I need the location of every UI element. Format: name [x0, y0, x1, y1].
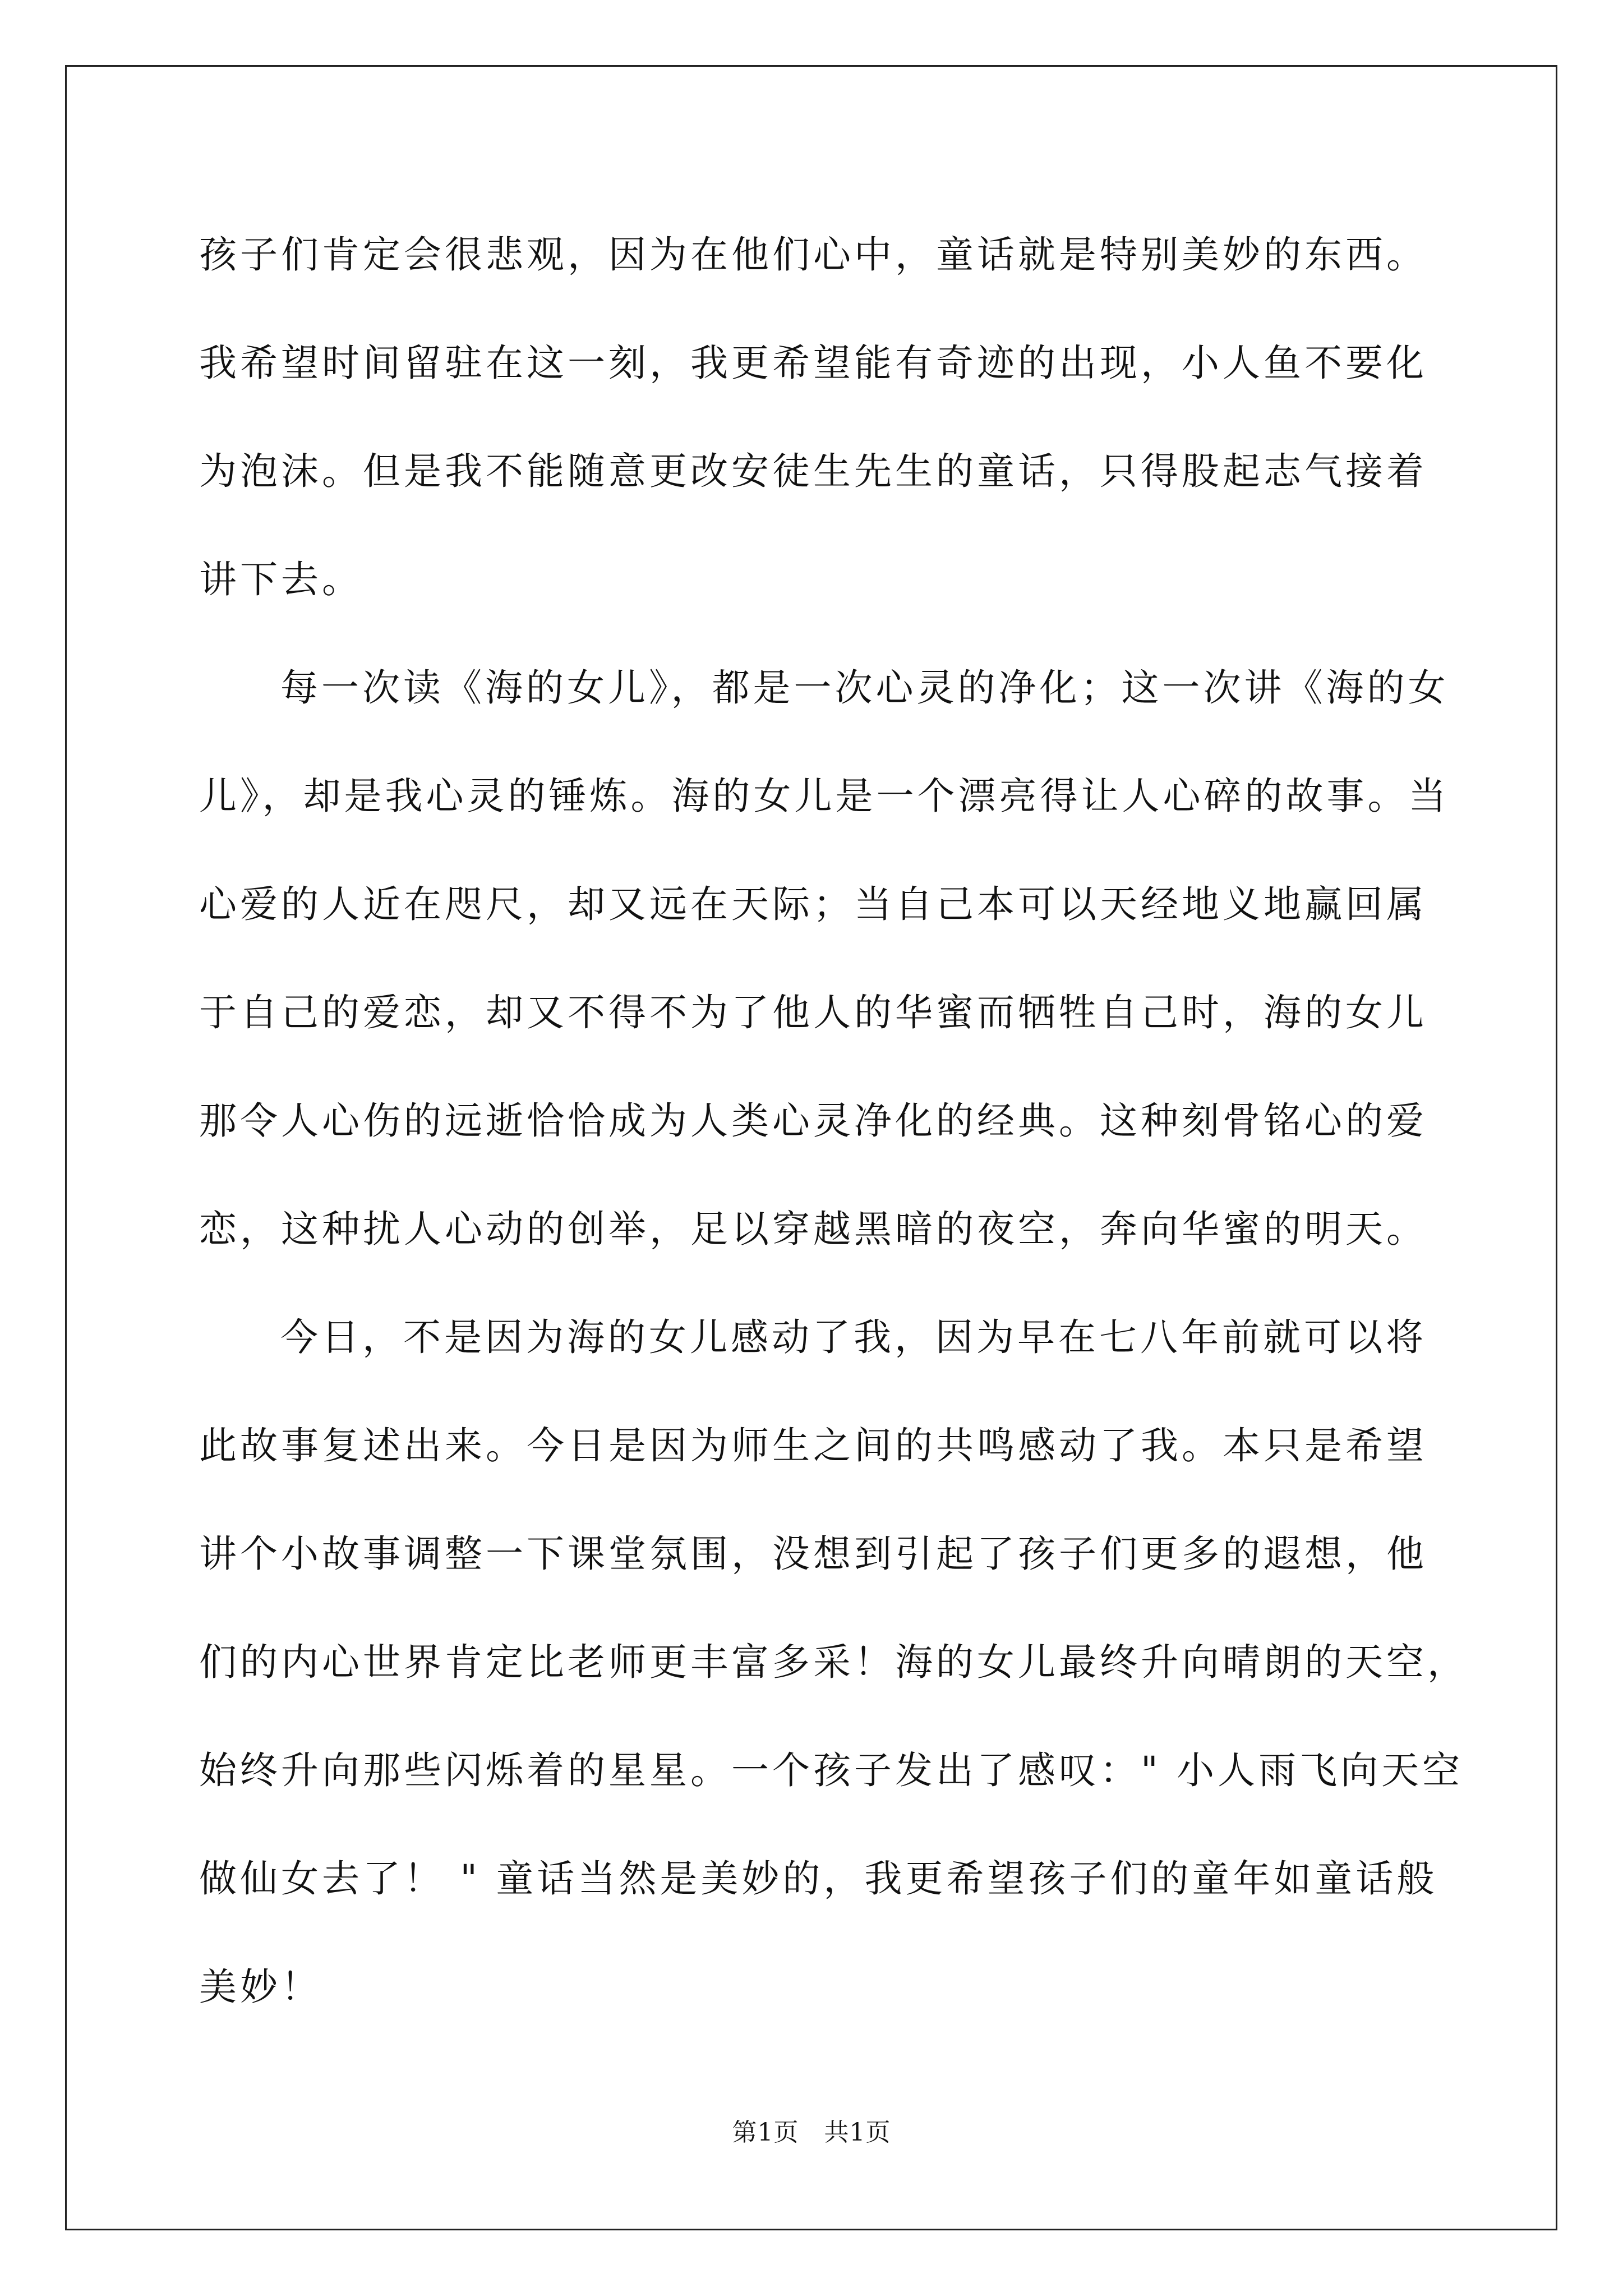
text-line: 做仙女去了！ " 童话当然是美妙的，我更希望孩子们的童年如童话般: [199, 1857, 1438, 1901]
text-line: 心爱的人近在咫尺，却又远在天际；当自己本可以天经地义地赢回属: [199, 882, 1427, 926]
text-line: 儿》，却是我心灵的锤炼。海的女儿是一个漂亮得让人心碎的故事。当: [199, 774, 1450, 818]
text-line: 我希望时间留驻在这一刻，我更希望能有奇迹的出现，小人鱼不要化: [199, 341, 1427, 385]
text-line: 始终升向那些闪烁着的星星。一个孩子发出了感叹：" 小人雨飞向天空: [199, 1749, 1464, 1792]
document-body: [199, 201, 1468, 2041]
paragraph-start-line: 每一次读《海的女儿》，都是一次心灵的净化；这一次讲《海的女: [280, 666, 1449, 710]
text-line: 于自己的爱恋，却又不得不为了他人的华蜜而牺牲自己时，海的女儿: [199, 991, 1427, 1034]
text-line: 此故事复述出来。今日是因为师生之间的共鸣感动了我。本只是希望: [199, 1424, 1427, 1467]
text-line: 美妙！: [199, 1965, 322, 2009]
text-line: 恋，这种扰人心动的创举，足以穿越黑暗的夜空，奔向华蜜的明天。: [199, 1207, 1427, 1251]
text-line: 那令人心伤的远逝恰恰成为人类心灵净化的经典。这种刻骨铭心的爱: [199, 1099, 1427, 1143]
text-line: 讲下去。: [199, 558, 363, 601]
text-line: 孩子们肯定会很悲观，因为在他们心中，童话就是特别美妙的东西。: [199, 233, 1427, 277]
page-number-footer: 第1页 共1页: [732, 2118, 891, 2147]
text-line: 为泡沫。但是我不能随意更改安徒生先生的童话，只得股起志气接着: [199, 449, 1427, 493]
text-line: 讲个小故事调整一下课堂氛围，没想到引起了孩子们更多的遐想，他: [199, 1532, 1427, 1576]
text-line: 们的内心世界肯定比老师更丰富多采！海的女儿最终升向晴朗的天空，: [199, 1640, 1468, 1684]
paragraph-start-line: 今日，不是因为海的女儿感动了我，因为早在七八年前就可以将: [280, 1315, 1427, 1359]
